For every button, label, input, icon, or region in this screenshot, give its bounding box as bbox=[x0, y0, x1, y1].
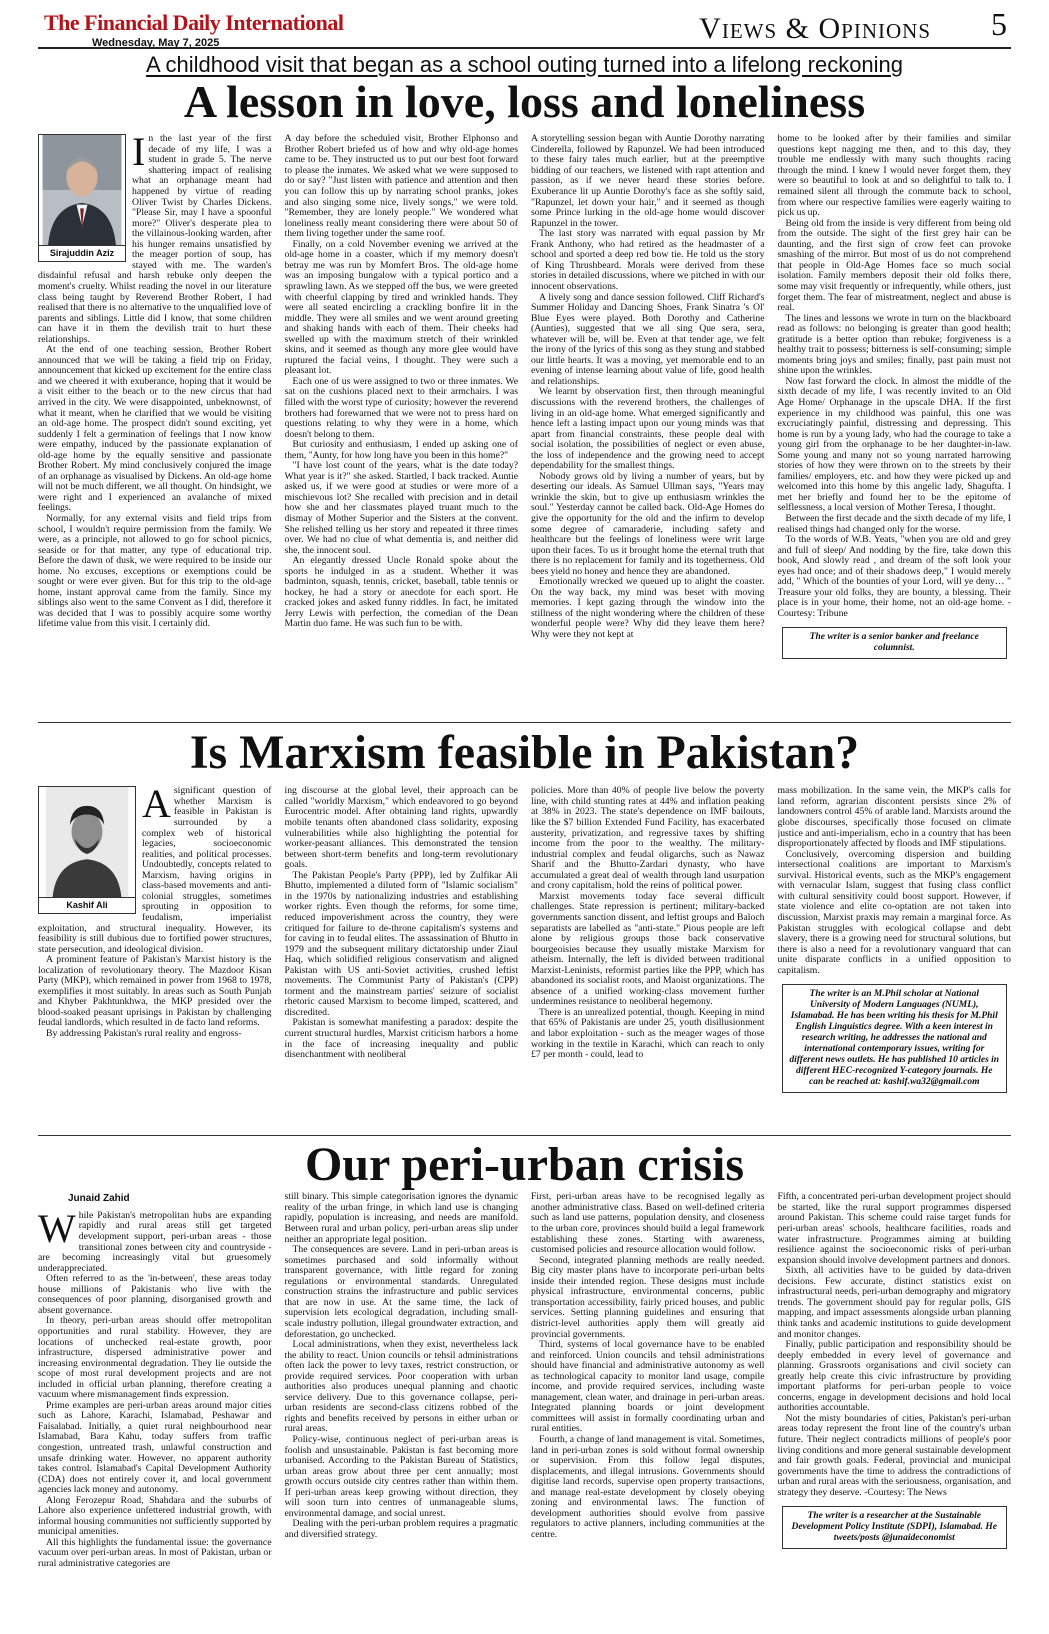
author-photo bbox=[39, 135, 125, 245]
article-divider bbox=[38, 1135, 1011, 1136]
article-peri-urban-crisis bbox=[38, 1140, 1011, 1628]
article-marxism-pakistan bbox=[38, 728, 1011, 1130]
article1-column-1 bbox=[38, 134, 272, 712]
paragraph: Fifth, a concentrated peri-urban development project should be started, like the rural support programmes dispersed around Pakistan. This scheme could raise target funds for peri-urban areas' schools, healthcare facilities, roads and water infrastructure. Programmes aiming at building resilience against the socioeconomic risks of peri-urban expansion should involve development partners and donors. bbox=[777, 1192, 1011, 1266]
paragraph: Emotionally wrecked we queued up to alight the coaster. On the way back, my mind was beset with moving memories. I kept gazing through the window into the stillness of the night wondering where the children of these wonderful people were? Why did they leave them here? Why were they not kept at bbox=[531, 576, 765, 640]
author-box bbox=[38, 134, 126, 262]
paragraph: Second, integrated planning methods are really needed. Big city master plans have to incorporate peri-urban belts inside their intended region. These designs must include physical infrastructure, environmental concerns, public transportation accessibility, fairly priced houses, and public services. Setting planning guidelines and ensuring that district-level authorities apply them will greatly aid provincial governments. bbox=[531, 1254, 765, 1340]
article1-body bbox=[38, 134, 1011, 712]
author-byline: Junaid Zahid bbox=[68, 1193, 130, 1205]
paragraph: Finally, public participation and responsibility should be deeply embedded in every level of governance and planning. Grassroots organisations and civil society can greatly help create this civic infrastructure by providing important platforms for peri-urban people to voice concerns, engage in development decisions and hold local authorities accountable. bbox=[777, 1339, 1011, 1414]
paragraph: A storytelling session began with Auntie Dorothy narrating Cinderella, followed by Rapunzel. We had been introduced to these fairy tales much earlier, but at the preemptive bidding of our teachers, we listened with rapt attention and passion, as if we never heard these stories before. Exuberance lit up Auntie Dorothy's face as she softly said, "Rapunzel, let down your hair," and it seemed as though some Prince lurking in the old-age home would discover Rapunzel in the tower. bbox=[531, 134, 765, 229]
article3-body bbox=[38, 1192, 1011, 1624]
article3-column-4 bbox=[778, 1192, 1012, 1624]
paragraph: The lines and lessons we wrote in turn on the blackboard read as follows: no belonging is greater than good health; gratitude is a better option than rebuke; forgiveness is a healthy trait to possess; bitterness is self-consuming; simple moments bring joys and smiles; finally, past pain must not shine upon the wrinkles. bbox=[777, 312, 1011, 377]
article1-column-3 bbox=[531, 134, 765, 712]
paragraph: To the words of W.B. Yeats, "when you are old and grey and full of sleep/ And nodding by the fire, take down this book, And slowly read , and dream of the soft look your eyes had once; and of their shadows deep," I would merely add, " Which of the bounties of your Lord, will ye deny… " Treasure your old folks, they are bounty, a blessing. Their place is in your home, their home, not an old-age home. -Courtesy: Tribune bbox=[777, 534, 1011, 619]
paragraph: A significant question of whether Marxism is feasible in Pakistan is surrounded by a complex web of historical legacies, socioeconomic realities, and political processes. Undoubtedly, concepts related to Marxism, having origins in class-based movements and anti-colonial struggles, sometimes sprouting in opposition to feudalism, imperialist exploitation, and structural inequality. However, its feasibility is still dubious due to fortified power structures, state persecution, and ideological division. bbox=[38, 786, 272, 955]
paragraph: Being old from the inside is very different from being old from the outside. The sight of the first grey hair can be daunting, and the first sign of crow feet can provoke smashing of the mirror. But most of us do not comprehend that people in Old-Age Homes face so much social isolation. Family members deposit their old folks there, some may visit frequently or infrequently, while others, just forget them. The fear of mistreatment, neglect and abuse is real. bbox=[777, 217, 1011, 314]
author-bio: The writer is a researcher at the Sustainable Development Policy Institute (SDPI), Islamabad. He tweets/posts @junaideconomist bbox=[782, 1506, 1008, 1549]
author-photo bbox=[39, 787, 135, 897]
paragraph: Between the first decade and the sixth decade of my life, I realised things had changed only for the worse. bbox=[777, 512, 1011, 535]
paragraph: Sixth, all activities have to be guided by data-driven decisions. Few accurate, distinct statistics exist on infrastructural needs, peri-urban demography and migratory trends. The government should pay for regular polls, GIS mapping, and impact assessments alongside urban planning think tanks and academic institutions to guide development and monitor changes. bbox=[777, 1265, 1011, 1340]
paragraph: Third, systems of local governance have to be enabled and reinforced. Union councils and tehsil administrations should have financial and administrative autonomy as well as technological capacity to monitor land usage, compile income, and provide required services, including waste management, clean water, and drainage in peri-urban areas. Integrated planning boards or joint development committees will assist in formally coordinating urban and rural entities. bbox=[531, 1339, 765, 1435]
paragraph: Normally, for any external visits and field trips from school, I wouldn't require permission from the family. We were, as a principle, not allowed to go for school picnics, seaside or for that matter, any type of educational trip. Before the dawn of dusk, we were required to be inside our home. No excuses, exceptions or exemptions could be sought or were ever given. But for this trip to the old-age home, instant approval came from the family. Since my siblings also went to the same Convent as I did, therefore it was decided that I was to possibly acquire some worthy lifetime value from this visit. I certainly did. bbox=[38, 512, 272, 630]
paragraph: Along Ferozepur Road, Shahdara and the suburbs of Lahore also experience unfettered industrial growth, with informal housing communities not sufficiently supported by municipal amenities. bbox=[38, 1494, 272, 1538]
paragraph: First, peri-urban areas have to be recognised legally as another administrative class. Based on well-defined criteria such as land use patterns, population density, and closeness to the urban core, provinces should build a legal framework establishing these zones. Starting with awareness, customised policies and resource allocation would follow. bbox=[531, 1192, 765, 1256]
paragraph: Each one of us were assigned to two or three inmates. We sat on the cushions placed next to their armchairs. I was filled with the worst type of curiosity; however the reverend brothers had forewarned that we were not to press hard on questions relating to why they were in a home, which doesn't belong to them. bbox=[284, 375, 518, 440]
article1-kicker: A childhood visit that began as a school outing turned into a lifelong reckoning bbox=[145, 52, 904, 77]
article2-column-3 bbox=[531, 786, 765, 1124]
article1-column-4 bbox=[778, 134, 1012, 712]
paragraph: "I have lost count of the years, what is the date today? What year is it?" she asked. Startled, I back tracked. Auntie asked us, if we were good at studies or were more of a mischievous lot? She recalled with precision and in detail how she and her classmates played truant much to the dismay of Mother Superior and the Sisters at the convent. She relished telling us her story and repeated it three times over. We had no clue of what dementia is, and neither did she, the innocent soul. bbox=[284, 460, 518, 556]
paragraph: Prime examples are peri-urban areas around major cities such as Lahore, Karachi, Islamabad, Peshawar and Faisalabad. Initially, a quiet rural neighbourhood near Islamabad, Bara Kahu, today suffers from traffic congestion, untreated trash, unlawful construction and unsafe drinking water. However, no apparent authority takes control. Islamabad's Capital Development Authority (CDA) does not entirely cover it, and local government agencies lack money and autonomy. bbox=[38, 1399, 272, 1496]
paragraph: Fourth, a change of land management is vital. Sometimes, land in peri-urban zones is sold without formal ownership or supervision. From this follow legal disputes, displacements, and illegal intrusions. Governments should digitise land records, supervise open property transactions, and manage real-estate development by closely obeying zoning and environmental laws. The function of development authorities should evolve from passive regulators to active planners, including communities at the centre. bbox=[531, 1433, 765, 1540]
paragraph: By addressing Pakistan's rural reality and engross- bbox=[46, 1027, 242, 1039]
paragraph: Finally, on a cold November evening we arrived at the old-age home in a coaster, which if my memory doesn't betray me was run by Momfert Bros. The old-age home was an imposing bungalow with a typical portico and a sprawling lawn. As we stepped off the bus, we were greeted with cheerful clapping by tired and wrinkled hands. They were all seated encircling a crackling bonfire lit in the middle. They were all smiles and we went around greeting and shaking hands with each of them. Their cheeks had swelled up with the maximum stretch of their wrinkled skins, and it seemed as though any more glee would have ruptured the facial veins, I thought. They were such a pleasant lot. bbox=[284, 238, 518, 377]
article2-headline: Is Marxism feasible in Pakistan? bbox=[189, 726, 860, 779]
paragraph: All this highlights the fundamental issue: the governance vacuum over peri-urban areas. In most of Pakistan, urban or rural administrative categories are bbox=[38, 1536, 272, 1569]
section-name: Views & Opinions bbox=[699, 12, 931, 45]
issue-date: Wednesday, May 7, 2025 bbox=[92, 37, 220, 49]
paragraph: still binary. This simple categorisation ignores the dynamic reality of the urban fringe, in which land use is changing rapidly, population is increasing, and needs are manifold. Between rural and urban policy, peri-urban areas slip under neither an appropriate legal position. bbox=[284, 1192, 518, 1245]
paragraph: In theory, peri-urban areas should offer metropolitan opportunities and rural stability. However, they are locations of unchecked real-estate growth, poor infrastructure, dispersed administrative power and increasing environmental degradation. They lie outside the scope of most rural development projects and are not included in official urban planning, therefore creating a vacuum where mismanagement finds expression. bbox=[38, 1315, 272, 1401]
masthead bbox=[38, 6, 1011, 49]
article2-column-2 bbox=[285, 786, 519, 1124]
paragraph: Policy-wise, continuous neglect of peri-urban areas is foolish and unsustainable. Pakistan is fast becoming more urbanised. According to the Pakistan Bureau of Statistics, urban areas grow about three per cent annually; most growth occurs outside city centres rather than within them. If peri-urban areas keep growing without direction, they will soon turn into centres of unmanageable slums, environmental damage, and social unrest. bbox=[284, 1433, 518, 1519]
paper-name: The Financial Daily International bbox=[44, 10, 344, 35]
author-name: Sirajuddin Aziz bbox=[39, 245, 125, 261]
article1-headline: A lesson in love, loss and loneliness bbox=[183, 76, 866, 127]
paragraph: Conclusively, overcoming dispersion and building intersectional coalitions are important to Marxism's survival. Historical events, such as the MKP's engagement with vernacular Islam, suggest that fusing class conflict with cultural sensitivity could boost support. However, if state violence and elite co-optation are not taken into discussion, Marxist praxis may remain a marginal force. As Pakistan struggles with ecological collapse and debt slavery, there is a growing need for structural solutions, but there is also a need for a revolutionary vanguard that can unite disparate conflicts in a unified opposition to capitalism. bbox=[777, 848, 1011, 976]
paragraph: An elegantly dressed Uncle Ronald spoke about the sports he indulged in as a student. Whether it was badminton, squash, tennis, cricket, baseball, table tennis or hockey, he had a story or anecdote for each sport. He cracked jokes and asked funny riddles. In fact, he imitated Jerry Lewis with perfection, the comedian of the Dean Martin duo fame. He was such fun to be with. bbox=[284, 555, 518, 630]
paragraph: ing discourse at the global level, their approach can be called "worldly Marxism," which endeavored to go beyond Eurocentric model. After obtaining land rights, upwardly mobile tenants often abandoned class solidarity, exposing vulnerabilities while also highlighting the potential for worker-peasant alliances. This demonstrated the tension between short-term benefits and long-term revolutionary goals. bbox=[284, 786, 518, 871]
author-bio: The writer is an M.Phil scholar at National University of Modern Languages (NUML), Islamabad. He has been writing his thesis for M.Phil English Linguistics degree. With a keen interest in research writing, he addresses the national and international contemporary issues, writing for different news outlets. He has published 10 articles in different HEC-recognized Y-category journals. He can be reached at: kashif.wa32@gmail.com bbox=[782, 984, 1008, 1093]
paragraph: The last story was narrated with equal passion by Mr Frank Anthony, who had retired as the headmaster of a school and sported a deep red bow tie. He told us the story of King Thrushbeard. Morals were derived from these stories in detailed discussions, where we pitched in with our innocent observations. bbox=[531, 228, 765, 292]
paragraph: mass mobilization. In the same vein, the MKP's calls for land reform, agrarian discontent persists since 2% of landowners control 45% of arable land. Marxists around the globe discourses, specifically those focused on climate justice and anti-imperialism, echo in a country that has been disproportionately affected by floods and IMF stipulations. bbox=[777, 786, 1011, 850]
paragraph: While Pakistan's metropolitan hubs are expanding rapidly and rural areas still get targeted development support, peri-urban areas - those transitional zones between city and countryside - are becoming increasingly vital but gruesomely underappreciated. bbox=[38, 1205, 272, 1274]
paragraph: A day before the scheduled visit, Brother Elphonso and Brother Robert briefed us of how and why old-age homes came to be. They instructed us to put our best foot forward to please the inmates. We asked what we were supposed to do or say? "Just listen with patience and attention and then you can follow this up by narrating school pranks, jokes and also singing some nice, lively songs," we were told. "Remember, they are lonely people." We wondered what loneliness really meant considering there were about 50 of them living together under the same roof. bbox=[284, 134, 518, 240]
paragraph: We learnt by observation first, then through meaningful discussions with the reverend brothers, the challenges of living in an old-age home. What emerged significantly and hence left a lasting impact upon our young minds was that apart from financial constraints, these people deal with social isolation, the possibilities of neglect or even abuse, the loss of independence and the growing need to accept dependability for the smallest things. bbox=[531, 386, 765, 472]
paragraph: In the last year of the first decade of my life, I was a student in grade 5. The nerve shattering impact of realising what an orphanage meant had happened by virtue of reading Oliver Twist by Charles Dickens. "Please Sir, may I have a spoonful more?" Oliver's desperate plea to the villainous-looking warden, after his hunger remains unsatisfied by the meager portion of soup, has stayed with me. The warden's disdainful refusal and harsh rebuke only deepen the moment's cruelty. Whilst reading the novel in our literature class being taught by Reverend Brother Robert, I had realised that there is no alternative to the unqualified love of parents and siblings. Little did I know, that some children can have it in them the devilish trait to hurt these relationships. bbox=[38, 134, 272, 345]
masthead-rule bbox=[38, 47, 1011, 49]
paragraph: But curiosity and enthusiasm, I ended up asking one of them, "Aunty, for how long have you been in this home?" bbox=[284, 439, 518, 461]
author-name: Kashif Ali bbox=[39, 897, 135, 913]
paragraph: Not the misty boundaries of cities, Pakistan's peri-urban areas today represent the front line of the country's urban future. Their neglect contradicts millions of people's poor living conditions and more general sustainable development and fair growth goals. Federal, provincial and municipal governments have the time to address the contradictions of urban and rural areas with the seriousness, organisation, and strategy they deserve. -Courtesy: The News bbox=[777, 1412, 1011, 1498]
paragraph: Nobody grows old by living a number of years, but by deserting our ideals. As Samuel Ullman says, "Years may wrinkle the skin, but to give up enthusiasm wrinkles the soul." Yesterday cannot be called back. Old-Age Homes do give the opportunity for the old and the infirm to develop some degree of camaraderie, including safety and healthcare but the feelings of loneliness were writ large upon their faces. To us it brought home the eternal truth that there is no replacement for family and its togetherness. Old bees yield no honey and hence they are abandoned. bbox=[531, 470, 765, 577]
drop-cap: A bbox=[142, 786, 171, 827]
paragraph: Local administrations, when they exist, nevertheless lack the ability to react. Union councils or tehsil administrations often lack the power to levy taxes, restrict construction, or provide required services. Poor cooperation with urban authorities also produces unequal planning and chaotic service delivery. Due to this governance collapse, peri-urban residents are second-class citizens robbed of the rights and benefits received by persons in either urban or rural areas. bbox=[284, 1339, 518, 1435]
article-love-loss-loneliness bbox=[38, 52, 1011, 717]
paragraph: Pakistan is somewhat manifesting a paradox: despite the current structural hurdles, Marxist criticism harbors a home in the face of increasing inequality and public disenchantment with neoliberal bbox=[284, 1017, 518, 1061]
drop-cap: W bbox=[38, 1205, 76, 1251]
article3-column-3 bbox=[531, 1192, 765, 1624]
paragraph: Dealing with the peri-urban problem requires a pragmatic and diversified strategy. bbox=[284, 1518, 518, 1540]
page-number: 5 bbox=[991, 6, 1007, 42]
article2-column-1 bbox=[38, 786, 272, 1124]
paragraph: Now fast forward the clock. In almost the middle of the sixth decade of my life, I was recently invited to an Old Age Home/ Orphanage in the upscale DHA. If the first experience in my childhood was painful, this one was excruciatingly painful, distressing and depressing. This home is run by a young lady, who had the courage to take a young girl from the orphanage to be her daughter-in-law. Some young and many not so young narrated harrowing stories of how they were thrown on to the streets by their families/ employers, etc. and how they were picked up and welcomed into this home by this angelic lady, Shagufta. I met her briefly and found her to be the epitome of selflessness, a local version of Mother Teresa, I thought. bbox=[777, 375, 1011, 514]
article2-body bbox=[38, 786, 1011, 1124]
article3-column-2 bbox=[285, 1192, 519, 1624]
paragraph: The Pakistan People's Party (PPP), led by Zulfikar Ali Bhutto, implemented a diluted form of "Islamic socialism" in the 1970s by nationalizing industries and establishing worker rights. Even though the reforms, for some time, reduced impoverishment across the country, they were critiqued for failure to de-throne capitalism's systems and for caving in to feudal elites. The assassination of Bhutto in 1979 and the subsequent military dictatorship under Ziaul Haq, which solidified religious conservatism and aligned Pakistan with US anti-Soviet activities, crushed leftist movements. The Communist Party of Pakistan's (CPP) torment and the mainstream parties' seizure of socialist rhetoric caused Marxism to become limped, scattered, and discredited. bbox=[284, 869, 518, 1018]
paragraph: The consequences are severe. Land in peri-urban areas is sometimes purchased and sold informally without transparent governance, with little regard for zoning regulations or environmental standards. Unregulated construction strains the infrastructure and public services that are now in use. At the same time, the lack of supervision lets ecological degradation, including small-scale industry pollution, illegal groundwater extraction, and deforestation, go unchecked. bbox=[284, 1244, 518, 1340]
author-box bbox=[38, 786, 136, 914]
paragraph: There is an unrealized potential, though. Keeping in mind that 65% of Pakistanis are under 25, youth disillusionment and labor exploitation - such as the meager wages of those working in the textile in Karachi, which can reach to only £7 per month - could, lead to bbox=[531, 1006, 765, 1061]
paragraph: A lively song and dance session followed. Cliff Richard's Summer Holiday and Dancing Shoes, Frank Sinatra 's Ol' Blue Eyes were played. Both Dorothy and Catherine (Aunties), suggested that we all sing Que sera, sera, whatever will be, will be. Even at that tender age, we felt the irony of the lyrics of this song as they stung and stabbed our little hearts. It was a moving, yet memorable end to an evening of intense learning about value of life, good health and relationships. bbox=[531, 291, 765, 387]
article1-column-2 bbox=[285, 134, 519, 712]
article3-headline: Our peri-urban crisis bbox=[304, 1138, 745, 1191]
article2-column-4 bbox=[778, 786, 1012, 1124]
paragraph: home to be looked after by their families and similar questions kept nagging me then, and to this day, they trouble me endlessly with many such thoughts racing through the mind. I knew I would never forget them, they were so beautiful to look at and so delightful to talk to. I remained silent all through the commute back to school, from where our respective families were eagerly waiting to pick us up. bbox=[777, 134, 1011, 219]
article-divider bbox=[38, 722, 1011, 723]
paragraph: Marxist movements today face several difficult challenges. State repression is pertinent; military-backed governments sanction dissent, and leftist groups and Baloch separatists are labelled as "anti-state." Pious people are left alone by religious groups those back conservative bourgeoisies because they usually mistake Marxism for atheism. Internally, the left is divided between traditional Marxist-Leninists, reformist parties like the PPP, which has abandoned its socialist roots, and Maoist organizations. The absence of a unified working-class movement further undermines resistance to neoliberal hegemony. bbox=[531, 890, 765, 1008]
drop-cap: I bbox=[132, 134, 146, 175]
paragraph: A prominent feature of Pakistan's Marxist history is the localization of revolutionary theory. The Mazdoor Kisan Party (MKP), which remained in power from 1968 to 1978, exemplifies it most suitably. In areas such as South Punjab and Khyber Pakhtunkhwa, the MKP presided over the blood-soaked peasant uprisings in Pakistan by challenging feudal landlords, which resulted in de facto land reforms. bbox=[38, 954, 272, 1029]
author-bio: The writer is a senior banker and freelance columnist. bbox=[782, 627, 1008, 659]
paragraph: Often referred to as the 'in-between', these areas today house millions of Pakistanis who live with the consequences of poor planning, disorganised growth and absent governance. bbox=[38, 1273, 272, 1316]
article3-column-1 bbox=[38, 1192, 272, 1624]
paragraph: policies. More than 40% of people live below the poverty line, with child stunting rates at 44% and inflation peaking at 38% in 2023. The state's dependence on IMF bailouts, like the $7 billion Extended Fund Facility, has exacerbated austerity, privatization, and regressive taxes by shifting income from the poor to the wealthy. The military-industrial complex and feudal oligarchs, such as Nawaz Sharif and the Bhutto-Zardari dynasty, who have accumulated a great deal of wealth through land usurpation and crony capitalism, hold the reins of political power. bbox=[531, 786, 765, 892]
paragraph: At the end of one teaching session, Brother Robert announced that we will be taking a field trip on Friday, announcement that kicked up excitement for the entire class and we cheered it with exuberance, hoping that it would be a visit either to the beach or to the new circus that had arrived in the city. We were disappointed, unbeknownst, of what it meant, when he clarified that we would be visiting an old-age home. The prospect didn't sound exciting, yet suddenly I felt a germination of feelings that I now know were empathy, induced by the passionate explanation of old-age home by the equally sensitive and passionate Brother Robert. My mind conclusively conjured the image of an orphanage as visualised by Dickens. An old-age home will not be much different, we all thought. On hindsight, we were right and I experienced an avalanche of mixed feelings. bbox=[38, 344, 272, 514]
